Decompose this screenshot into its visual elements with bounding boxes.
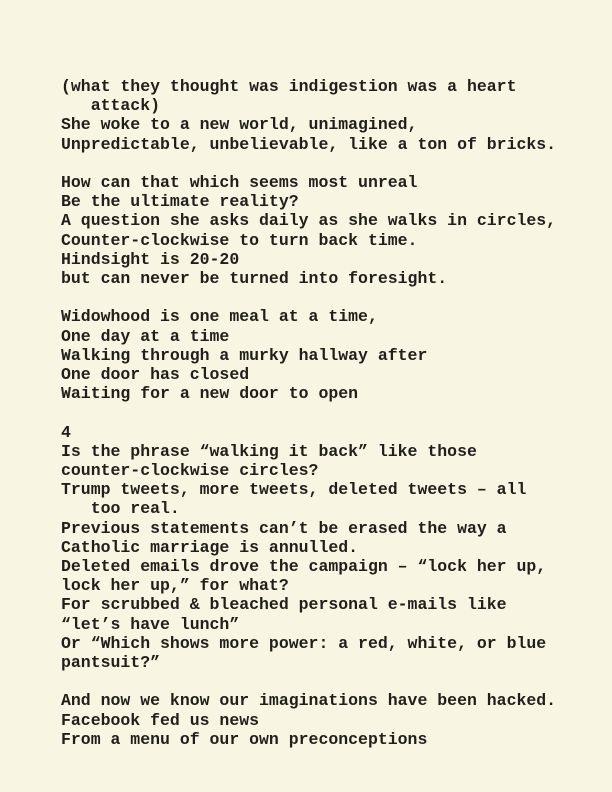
poem-line: For scrubbed & bleached personal e-mails like bbox=[61, 595, 507, 615]
poem-line: A question she asks daily as she walks in circles, bbox=[61, 211, 557, 231]
poem-line: Unpredictable, unbelievable, like a ton of bricks. bbox=[61, 134, 557, 154]
poem-line: Trump tweets, more tweets, deleted tweets – all bbox=[61, 480, 527, 500]
poem-line: (what they thought was indigestion was a heart bbox=[61, 77, 517, 96]
poem-line: Waiting for a new door to open bbox=[61, 384, 359, 404]
poem-line: And now we know our imaginations have been hacked. bbox=[61, 691, 557, 711]
poem-line: Facebook fed us news bbox=[61, 710, 260, 730]
poem-line: Previous statements can’t be erased the way a bbox=[61, 518, 507, 538]
poem-text-block bbox=[61, 77, 592, 749]
poem-line: She woke to a new world, unimagined, bbox=[61, 115, 418, 135]
poem-line: Widowhood is one meal at a time, bbox=[61, 307, 378, 327]
poem-line: Is the phrase “walking it back” like those bbox=[61, 441, 477, 461]
poem-line: “let’s have lunch” bbox=[61, 614, 240, 634]
poem-line: pantsuit?” bbox=[61, 653, 161, 673]
poem-blank-line bbox=[61, 403, 592, 422]
poem-line: Catholic marriage is annulled. bbox=[61, 537, 359, 557]
poem-line: Walking through a murky hallway after bbox=[61, 345, 428, 365]
poem-blank-line bbox=[61, 154, 592, 173]
poem-line: One day at a time bbox=[61, 326, 230, 346]
poem-blank-line bbox=[61, 672, 592, 691]
poem-line: Or “Which shows more power: a red, white, or blue bbox=[61, 633, 547, 653]
poem-line: lock her up,” for what? bbox=[61, 576, 289, 596]
poem-line: Be the ultimate reality? bbox=[61, 192, 299, 212]
poem-line: 4 bbox=[61, 422, 71, 442]
poem-blank-line bbox=[61, 288, 592, 307]
poem-line: Deleted emails drove the campaign – “lock her up, bbox=[61, 557, 547, 577]
poem-line: One door has closed bbox=[61, 365, 250, 385]
poem-line: From a menu of our own preconceptions bbox=[61, 729, 428, 749]
poem-line: too real. bbox=[61, 499, 180, 519]
poem-line: Hindsight is 20-20 bbox=[61, 249, 240, 269]
poem-line: How can that which seems most unreal bbox=[61, 173, 418, 192]
poem-line: attack) bbox=[61, 96, 161, 116]
poem-line: Counter-clockwise to turn back time. bbox=[61, 230, 418, 250]
poem-line: counter-clockwise circles? bbox=[61, 461, 319, 481]
poem-line: but can never be turned into foresight. bbox=[61, 269, 448, 289]
